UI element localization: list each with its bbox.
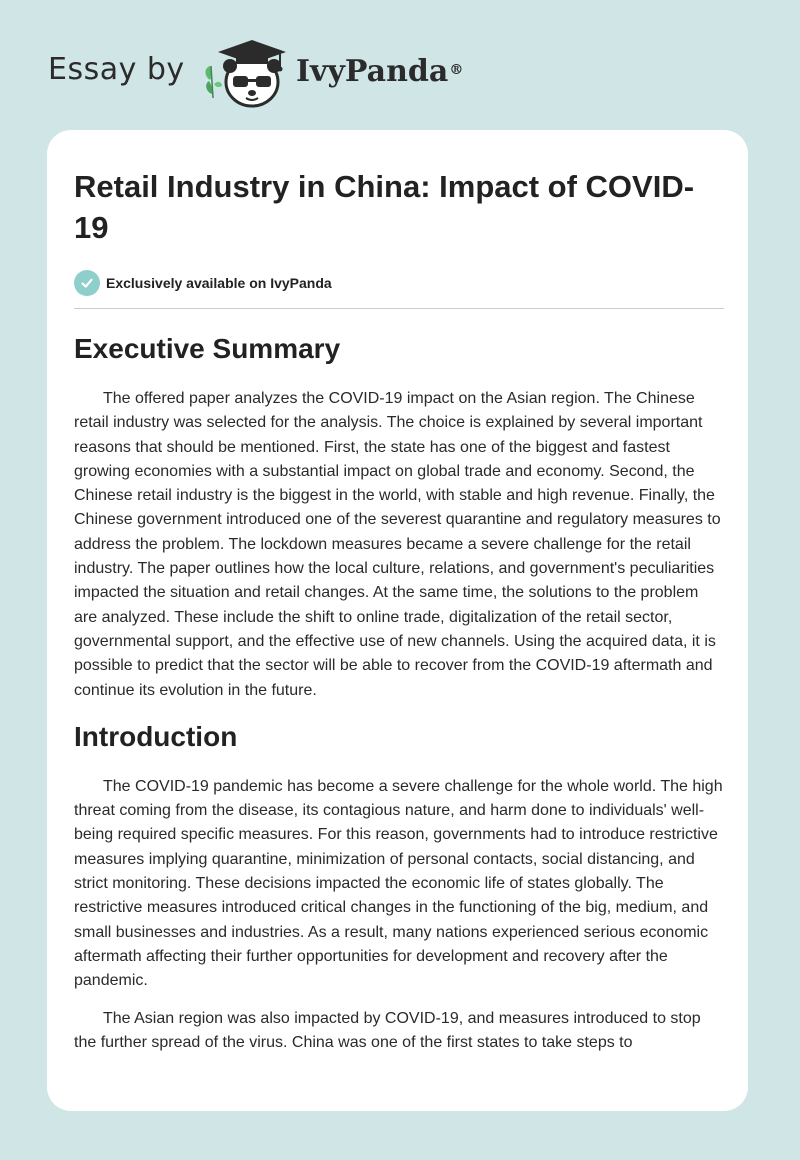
paragraph: The offered paper analyzes the COVID-19 impact on the Asian region. The Chinese retail industry was selected for the analysis. The choice is explained by several important reasons that should be mentioned. First, the state has one of the biggest and fastest growing economies with a substantial impact on global trade and economy. Second, the Chinese retail industry is the biggest in the world, with stable and high revenue. Finally, the Chinese government introduced one of the severest quarantine and regulatory measures to address the problem. The lockdown measures became a severe challenge for the retail industry. The paper outlines how the local culture, relations, and government's peculiarities impacted the situation and retail changes. At the same time, the solutions to the problem are analyzed. These include the shift to online trade, digitalization of the retail sector, governmental support, and the effective use of new channels. Using the acquired data, it is possible to predict that the sector will be able to recover from the COVID-19 aftermath and continue its evolution in the future. [74,390,721,699]
exclusive-badge [74,270,724,296]
paragraph: The COVID-19 pandemic has become a severe challenge for the whole world. The high threat coming from the disease, its contagious nature, and harm done to individuals' well-being required specific measures. For this reason, governments had to introduce restrictive measures implying quarantine, minimization of personal contacts, social distancing, and strict monitoring. These decisions impacted the economic life of states globally. The restrictive measures introduced critical changes in the functioning of the big, medium, and small businesses and industries. As a result, many nations experienced serious economic aftermath affecting their further opportunities for development and recovery after the pandemic. [74,777,723,990]
brand-name[interactable] [296,54,463,90]
exclusive-text: Exclusively available on IvyPanda [106,275,332,291]
registered-mark: ® [449,62,464,78]
panda-graduate-icon[interactable] [200,36,292,110]
paragraph: The Asian region was also impacted by COVID-19, and measures introduced to stop the further spread of the virus. China was one of the first states to take steps to [74,1009,701,1051]
site-header [0,0,800,130]
brand-name-text: IvyPanda [296,54,449,89]
article-content [74,166,724,1055]
article-title: Retail Industry in China: Impact of COVID-19 [74,169,695,245]
section-heading-introduction: Introduction [74,720,238,752]
divider [74,308,724,309]
leaf-icon [206,66,223,98]
section-heading-executive-summary: Executive Summary [74,333,341,364]
article-card [47,130,748,1111]
check-icon [74,270,100,296]
essay-by-label: Essay by [48,52,185,87]
